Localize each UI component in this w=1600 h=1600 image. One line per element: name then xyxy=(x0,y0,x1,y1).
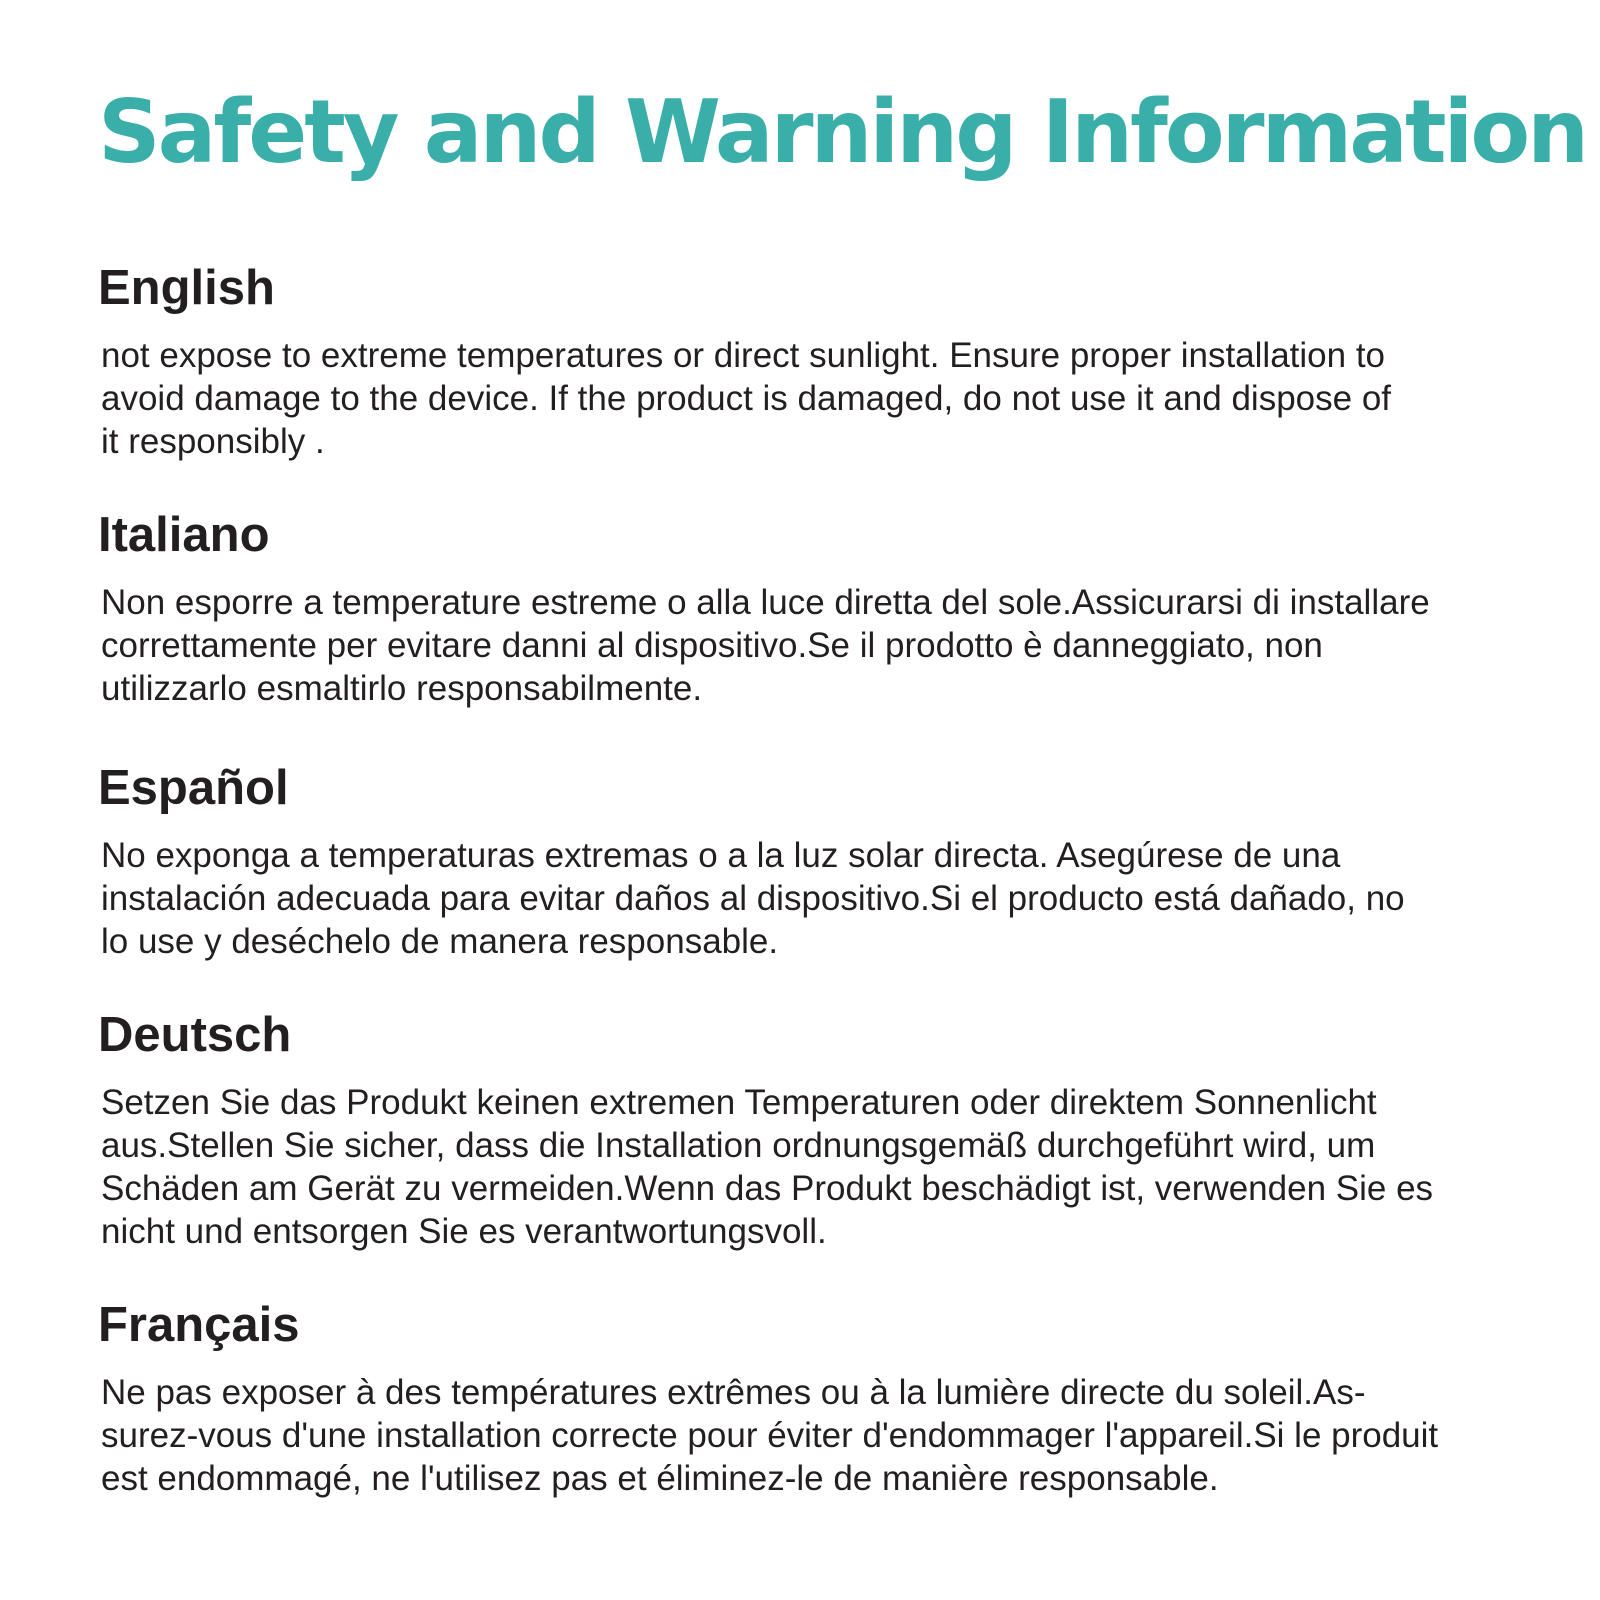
section-body-francais xyxy=(101,1371,1539,1500)
body-line: avoid damage to the device. If the product is damaged, do not use it and dispose of xyxy=(101,379,1392,418)
body-line: instalación adecuada para evitar daños al dispositivo.Si el producto está dañado, no xyxy=(101,879,1405,918)
body-line: Schäden am Gerät zu vermeiden.Wenn das Produkt beschädigt ist, verwenden Sie es xyxy=(101,1169,1434,1208)
body-line: aus.Stellen Sie sicher, dass die Installation ordnungsgemäß durchgeführt wird, um xyxy=(101,1126,1376,1165)
body-line: correttamente per evitare danni al dispositivo.Se il prodotto è danneggiato, non xyxy=(101,626,1323,665)
body-line: surez-vous d'une installation correcte pour éviter d'endommager l'appareil.Si le produit xyxy=(101,1416,1439,1455)
section-heading-espanol: Español xyxy=(98,761,289,815)
section-francais xyxy=(98,1295,1538,1500)
section-espanol xyxy=(98,758,1538,963)
section-body-deutsch xyxy=(101,1081,1539,1253)
section-italiano xyxy=(98,505,1538,710)
body-line: Non esporre a temperature estreme o alla luce diretta del sole.Assicurarsi di installare xyxy=(101,583,1430,622)
section-heading-deutsch: Deutsch xyxy=(98,1008,292,1062)
body-line: est endommagé, ne l'utilisez pas et éliminez-le de manière responsable. xyxy=(101,1459,1219,1498)
body-line: not expose to extreme temperatures or direct sunlight. Ensure proper installation to xyxy=(101,336,1386,375)
body-line: No exponga a temperaturas extremas o a la luz solar directa. Asegúrese de una xyxy=(101,836,1341,875)
section-deutsch xyxy=(98,1005,1538,1253)
body-line: utilizzarlo esmaltirlo responsabilmente. xyxy=(101,669,703,708)
page-title: Safety and Warning Information xyxy=(98,81,1587,183)
body-line: Ne pas exposer à des températures extrêmes ou à la lumière directe du soleil.As- xyxy=(101,1373,1366,1412)
body-line: nicht und entsorgen Sie es verantwortungsvoll. xyxy=(101,1212,827,1251)
body-line: Setzen Sie das Produkt keinen extremen Temperaturen oder direktem Sonnenlicht xyxy=(101,1083,1377,1122)
section-heading-francais: Français xyxy=(98,1298,300,1352)
body-line: it responsibly . xyxy=(101,422,325,461)
body-line: lo use y deséchelo de manera responsable. xyxy=(101,922,779,961)
section-body-italiano xyxy=(101,581,1539,710)
section-body-english xyxy=(101,334,1539,463)
section-heading-english: English xyxy=(98,261,275,315)
section-heading-italiano: Italiano xyxy=(98,508,270,562)
section-english xyxy=(98,258,1538,463)
section-body-espanol xyxy=(101,834,1539,963)
